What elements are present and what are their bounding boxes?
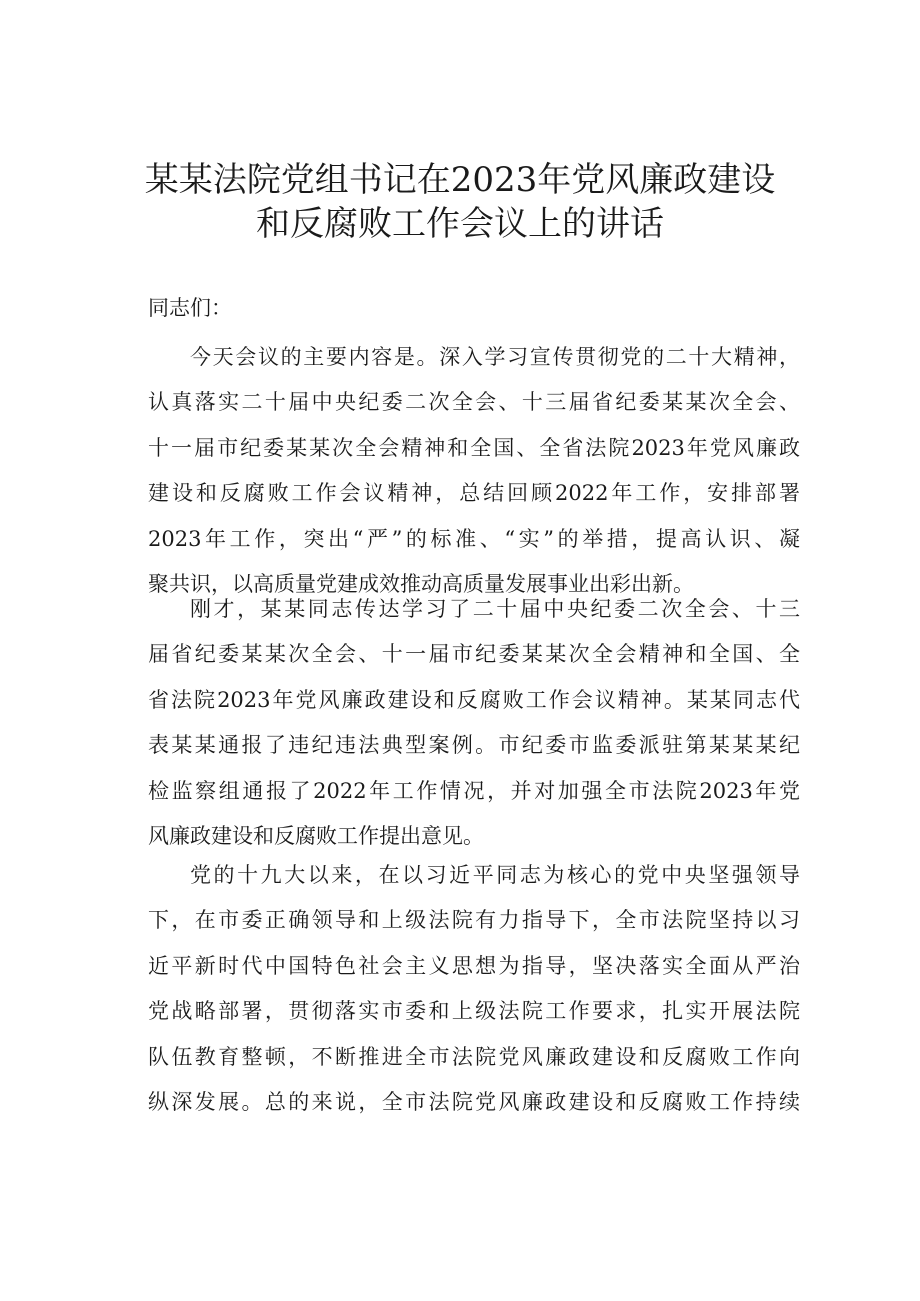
- paragraph-1: [148, 335, 800, 607]
- paragraph-line: 届省纪委某某次全会、十一届市纪委某某次全会精神和全国、全: [148, 642, 800, 667]
- paragraph-line: 建设和反腐败工作会议精神，总结回顾2022年工作，安排部署: [148, 481, 800, 506]
- document-title-line-1: 某某法院党组书记在2023年党风廉政建设: [144, 160, 776, 200]
- paragraph-line: 近平新时代中国特色社会主义思想为指导，坚决落实全面从严治: [148, 953, 800, 978]
- paragraph-line: 风廉政建设和反腐败工作提出意见。: [148, 824, 484, 849]
- paragraph-3: [148, 853, 800, 1125]
- paragraph-line: 队伍教育整顿，不断推进全市法院党风廉政建设和反腐败工作向: [148, 1044, 800, 1069]
- paragraph-line: 十一届市纪委某某次全会精神和全国、全省法院2023年党风廉政: [148, 435, 800, 460]
- salutation: 同志们：: [148, 296, 232, 320]
- paragraph-2: [148, 587, 800, 859]
- paragraph-line: 表某某通报了违纪违法典型案例。市纪委市监委派驻第某某某纪: [148, 733, 800, 758]
- paragraph-line: 党的十九大以来，在以习近平同志为核心的党中央坚强领导: [190, 863, 800, 887]
- paragraph-line: 纵深发展。总的来说，全市法院党风廉政建设和反腐败工作持续: [148, 1090, 800, 1115]
- paragraph-line: 聚共识，以高质量党建成效推动高质量发展事业出彩出新。: [148, 572, 694, 597]
- paragraph-line: 下，在市委正确领导和上级法院有力指导下，全市法院坚持以习: [148, 908, 800, 933]
- document-title-line-2: 和反腐败工作会议上的讲话: [256, 204, 664, 244]
- paragraph-line: 检监察组通报了2022年工作情况，并对加强全市法院2023年党: [148, 778, 800, 803]
- paragraph-line: 今天会议的主要内容是。深入学习宣传贯彻党的二十大精神，: [190, 345, 800, 369]
- paragraph-line: 省法院2023年党风廉政建设和反腐败工作会议精神。某某同志代: [148, 687, 800, 712]
- paragraph-line: 认真落实二十届中央纪委二次全会、十三届省纪委某某次全会、: [148, 390, 800, 415]
- paragraph-line: 刚才，某某同志传达学习了二十届中央纪委二次全会、十三: [190, 597, 800, 621]
- paragraph-line: 党战略部署，贯彻落实市委和上级法院工作要求，扎实开展法院: [148, 999, 800, 1024]
- paragraph-line: 2023年工作，突出“严”的标准、“实”的举措，提高认识、凝: [148, 526, 800, 551]
